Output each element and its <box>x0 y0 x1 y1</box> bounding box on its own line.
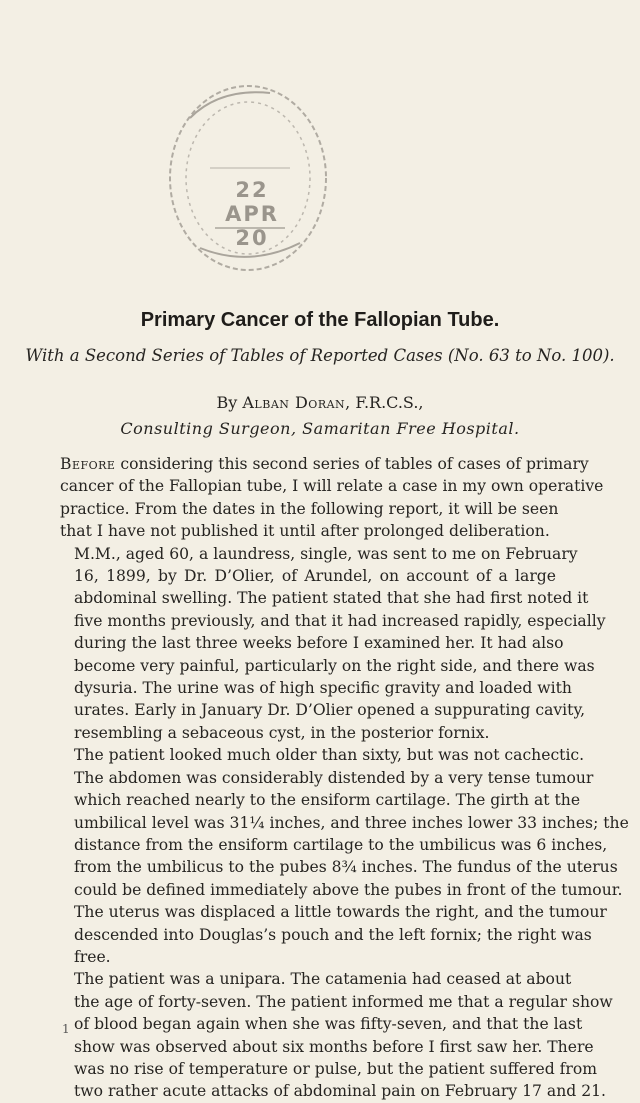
article-subtitle: With a Second Series of Tables of Reported Cases (No. 63 to No. 100). <box>25 346 615 365</box>
stamp-date-text: 22 APR 20 <box>225 178 279 250</box>
author-affiliation: Consulting Surgeon, Samaritan Free Hospital. <box>120 419 520 438</box>
article-body <box>60 453 629 1103</box>
byline-prefix: By <box>216 393 238 412</box>
paragraph-2: M.M., aged 60, a laundress, single, was sent to me on February 16, 1899, by Dr. D’Olier, of Arundel, on account of a large abdominal swelling. The patient stated that she had first noted it five months previously, and that it had increased rapidly, especially during the last three weeks before I examined her. It had also become very painful, particularly on the right side, and there was dysuria. The urine was of high specific gravity and loaded with urates. Early in January Dr. D’Olier opened a suppurating cavity, resembling a sebaceous cyst, in the posterior fornix. <box>74 544 606 742</box>
paragraph-1: Before considering this second series of tables of cases of primary cancer of the Fallopian tube, I will relate a case in my own operative practice. From the dates in the following report, it will be seen that I have not published it until after prolonged deliberation. <box>60 455 604 541</box>
paragraph-4: The patient was a unipara. The catamenia had ceased at about the age of forty-seven. The patient informed me that a regular show of blood began again when she was fifty-seven, and that the last show was observed about six months before I first saw her. There was no rise of temperature or pulse, but the patient suffered from two rather acute attacks of abdominal pain on February 17 and 21. <box>74 970 613 1101</box>
paragraph-lead-word: Before <box>60 455 116 473</box>
author-credentials: , F.R.C.S., <box>345 393 424 412</box>
page-footer-mark: 1 <box>62 1022 70 1036</box>
author-name: Alban Doran <box>242 393 346 412</box>
paragraph-3: The patient looked much older than sixty, but was not cachectic. The abdomen was considerably distended by a very tense tumour which reached nearly to the ensiform cartilage. The girth at the umbilical level was 31¼ inches, and three inches lower 33 inches; the distance from the ensiform cartilage to the umbilicus was 6 inches, from the umbilicus to the pubes 8¾ inches. The fundus of the uterus could be defined immediately above the pubes in front of the tumour. The uterus was displaced a little towards the right, and the tumour descended into Douglas’s pouch and the left fornix; the right was free. <box>74 746 629 966</box>
byline <box>0 393 640 412</box>
library-stamp <box>160 78 335 283</box>
article-title: Primary Cancer of the Fallopian Tube. <box>140 309 500 331</box>
